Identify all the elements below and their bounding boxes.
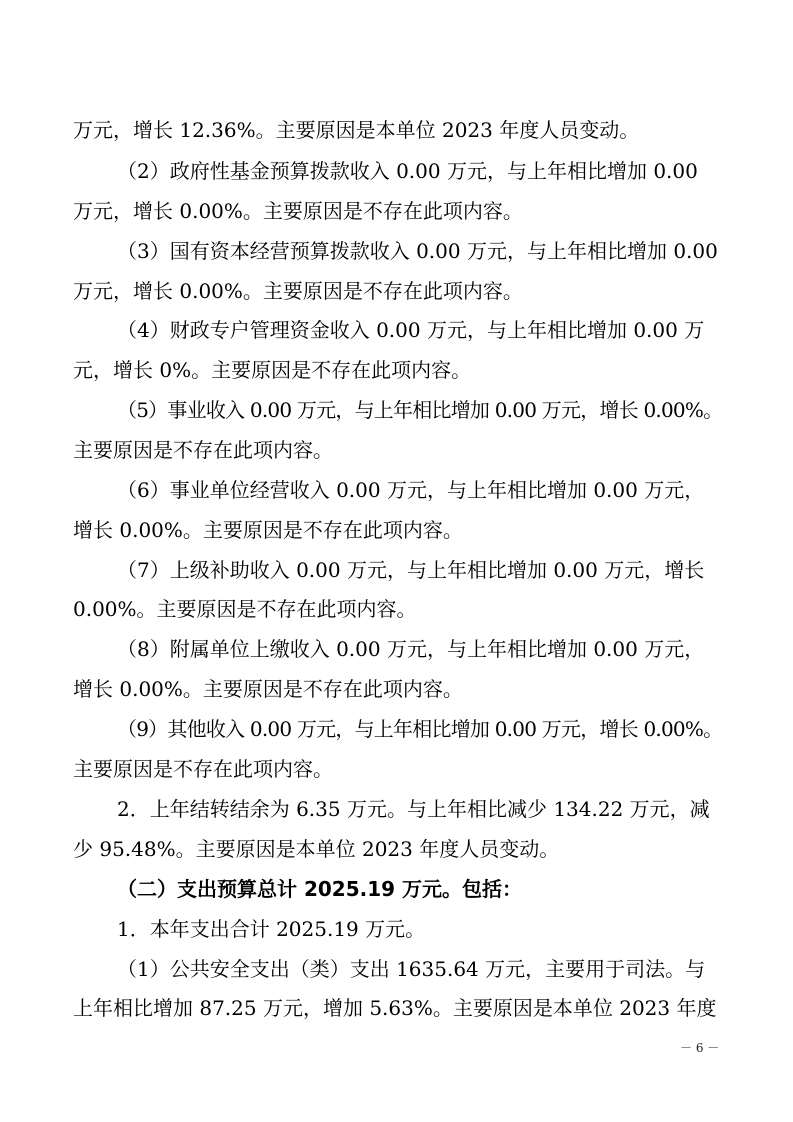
paragraph-line: 1．本年支出合计 2025.19 万元。 <box>117 917 426 941</box>
paragraph-line: 2．上年结转结余为 6.35 万元。与上年相比减少 134.22 万元，减 <box>117 797 710 821</box>
paragraph-line: 万元，增长 0.00%。主要原因是不存在此项内容。 <box>73 279 523 303</box>
paragraph-line: （5）事业收入 0.00 万元，与上年相比增加 0.00 万元，增长 0.00%。 <box>117 398 723 422</box>
paragraph-line: 增长 0.00%。主要原因是不存在此项内容。 <box>73 677 463 701</box>
paragraph-line: （3）国有资本经营预算拨款收入 0.00 万元，与上年相比增加 0.00 <box>117 239 718 263</box>
paragraph-line: 上年相比增加 87.25 万元，增加 5.63%。主要原因是本单位 2023 年度 <box>73 996 717 1020</box>
paragraph-line: 万元，增长 0.00%。主要原因是不存在此项内容。 <box>73 199 523 223</box>
paragraph-line: 主要原因是不存在此项内容。 <box>73 757 333 781</box>
paragraph-line: 主要原因是不存在此项内容。 <box>73 438 333 462</box>
paragraph-line: （8）附属单位上缴收入 0.00 万元，与上年相比增加 0.00 万元， <box>117 637 705 661</box>
paragraph-line: 元，增长 0%。主要原因是不存在此项内容。 <box>73 358 472 382</box>
paragraph-line: 少 95.48%。主要原因是本单位 2023 年度人员变动。 <box>73 837 560 861</box>
paragraph-line: （9）其他收入 0.00 万元，与上年相比增加 0.00 万元，增长 0.00%。 <box>117 717 723 741</box>
paragraph-line: （7）上级补助收入 0.00 万元，与上年相比增加 0.00 万元，增长 <box>117 558 705 582</box>
paragraph-line: （6）事业单位经营收入 0.00 万元，与上年相比增加 0.00 万元， <box>117 478 705 502</box>
section-heading: （二）支出预算总计 2025.19 万元。包括： <box>117 877 523 901</box>
page-number: － 6 － <box>680 1041 720 1055</box>
paragraph-line: 0.00%。主要原因是不存在此项内容。 <box>73 597 417 621</box>
paragraph-line: （2）政府性基金预算拨款收入 0.00 万元，与上年相比增加 0.00 <box>117 159 698 183</box>
paragraph-line: 增长 0.00%。主要原因是不存在此项内容。 <box>73 518 463 542</box>
paragraph-line: （4）财政专户管理资金收入 0.00 万元，与上年相比增加 0.00 万 <box>117 318 705 342</box>
paragraph-line: （1）公共安全支出（类）支出 1635.64 万元，主要用于司法。与 <box>117 957 706 981</box>
paragraph-line: 万元，增长 12.36%。主要原因是本单位 2023 年度人员变动。 <box>73 118 640 142</box>
